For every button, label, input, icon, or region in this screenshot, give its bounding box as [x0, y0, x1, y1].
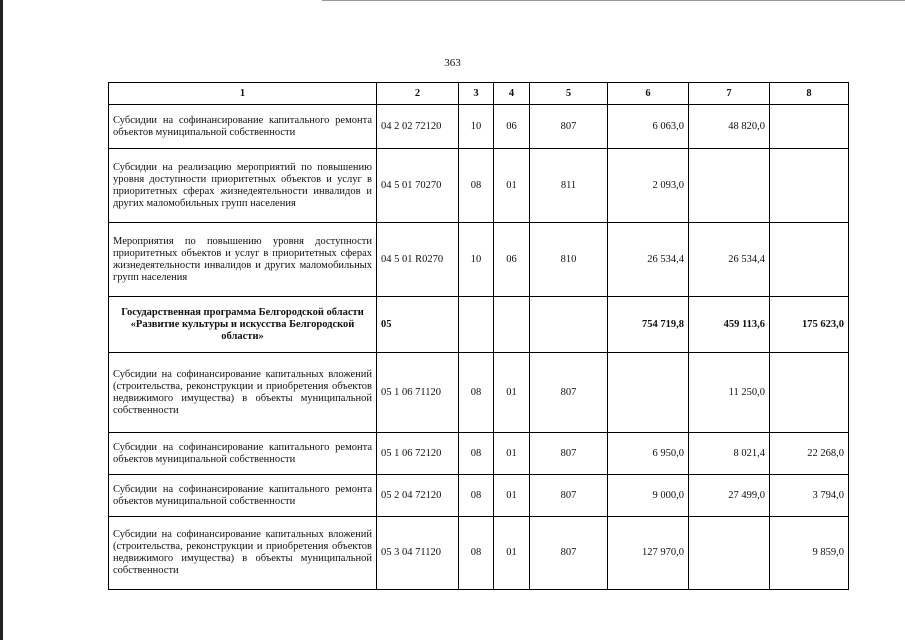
row-col7-cell [689, 517, 770, 590]
row-col6-cell: 6 063,0 [608, 105, 689, 149]
row-col6-cell: 26 534,4 [608, 223, 689, 297]
row-col7-cell: 27 499,0 [689, 475, 770, 517]
page-top-line [322, 0, 905, 1]
row-col6-cell: 6 950,0 [608, 433, 689, 475]
row-name-cell: Субсидии на софинансирование капитальных вложений (строительства, реконструкции и приобретения объектов недвижимого имущества) в объекты муниципальной собственности [109, 517, 377, 590]
row-col8-cell [770, 105, 849, 149]
row-code-cell: 04 2 02 72120 [377, 105, 459, 149]
row-col4-cell [494, 297, 530, 353]
table-row [109, 475, 849, 517]
table-header-row [109, 83, 849, 105]
row-name-cell: Мероприятия по повышению уровня доступности приоритетных объектов и услуг в приоритетных сферах жизнедеятельности инвалидов и других маломобильных групп населения [109, 223, 377, 297]
row-col3-cell [459, 297, 494, 353]
header-cell: 2 [377, 83, 459, 105]
table-row [109, 297, 849, 353]
header-cell: 5 [530, 83, 608, 105]
table-row [109, 353, 849, 433]
row-name-cell: Субсидии на реализацию мероприятий по повышению уровня доступности приоритетных объектов и услуг в приоритетных сферах жизнедеятельности инвалидов и других маломобильных групп населения [109, 149, 377, 223]
row-col5-cell: 807 [530, 433, 608, 475]
row-col6-cell: 127 970,0 [608, 517, 689, 590]
row-col4-cell: 01 [494, 433, 530, 475]
row-col4-cell: 01 [494, 149, 530, 223]
row-col5-cell: 810 [530, 223, 608, 297]
row-code-cell: 04 5 01 R0270 [377, 223, 459, 297]
row-col3-cell: 08 [459, 353, 494, 433]
row-col5-cell: 811 [530, 149, 608, 223]
row-col7-cell: 11 250,0 [689, 353, 770, 433]
row-col8-cell [770, 353, 849, 433]
row-col8-cell: 175 623,0 [770, 297, 849, 353]
row-col4-cell: 01 [494, 475, 530, 517]
row-code-cell: 04 5 01 70270 [377, 149, 459, 223]
row-code-cell: 05 3 04 71120 [377, 517, 459, 590]
row-col6-cell: 2 093,0 [608, 149, 689, 223]
budget-table [108, 82, 849, 590]
row-name-cell: Государственная программа Белгородской области «Развитие культуры и искусства Белгородской области» [109, 297, 377, 353]
row-name-cell: Субсидии на софинансирование капитального ремонта объектов муниципальной собственности [109, 475, 377, 517]
row-code-cell: 05 1 06 71120 [377, 353, 459, 433]
table-row [109, 149, 849, 223]
row-col7-cell: 8 021,4 [689, 433, 770, 475]
table-row [109, 433, 849, 475]
row-code-cell: 05 1 06 72120 [377, 433, 459, 475]
row-col8-cell: 3 794,0 [770, 475, 849, 517]
row-name-cell: Субсидии на софинансирование капитальных вложений (строительства, реконструкции и приобретения объектов недвижимого имущества) в объекты муниципальной собственности [109, 353, 377, 433]
row-col8-cell [770, 149, 849, 223]
header-cell: 8 [770, 83, 849, 105]
row-col8-cell: 9 859,0 [770, 517, 849, 590]
header-cell: 6 [608, 83, 689, 105]
header-cell: 7 [689, 83, 770, 105]
row-name-cell: Субсидии на софинансирование капитального ремонта объектов муниципальной собственности [109, 433, 377, 475]
row-col5-cell: 807 [530, 517, 608, 590]
row-col4-cell: 01 [494, 517, 530, 590]
row-col5-cell: 807 [530, 105, 608, 149]
row-code-cell: 05 2 04 72120 [377, 475, 459, 517]
row-col8-cell: 22 268,0 [770, 433, 849, 475]
row-col4-cell: 06 [494, 223, 530, 297]
header-cell: 4 [494, 83, 530, 105]
row-col8-cell [770, 223, 849, 297]
row-col3-cell: 10 [459, 105, 494, 149]
row-col7-cell [689, 149, 770, 223]
row-col6-cell: 9 000,0 [608, 475, 689, 517]
row-name-cell: Субсидии на софинансирование капитального ремонта объектов муниципальной собственности [109, 105, 377, 149]
row-col7-cell: 26 534,4 [689, 223, 770, 297]
row-col5-cell: 807 [530, 353, 608, 433]
table-row [109, 105, 849, 149]
page-left-edge [0, 0, 3, 640]
row-col3-cell: 08 [459, 433, 494, 475]
row-col3-cell: 08 [459, 475, 494, 517]
row-col3-cell: 10 [459, 223, 494, 297]
row-col4-cell: 06 [494, 105, 530, 149]
row-col5-cell: 807 [530, 475, 608, 517]
row-code-cell: 05 [377, 297, 459, 353]
page-number: 363 [444, 57, 461, 69]
table-row [109, 517, 849, 590]
row-col6-cell [608, 353, 689, 433]
row-col3-cell: 08 [459, 517, 494, 590]
row-col5-cell [530, 297, 608, 353]
header-cell: 3 [459, 83, 494, 105]
header-cell: 1 [109, 83, 377, 105]
row-col6-cell: 754 719,8 [608, 297, 689, 353]
row-col7-cell: 459 113,6 [689, 297, 770, 353]
table-row [109, 223, 849, 297]
row-col7-cell: 48 820,0 [689, 105, 770, 149]
row-col4-cell: 01 [494, 353, 530, 433]
row-col3-cell: 08 [459, 149, 494, 223]
